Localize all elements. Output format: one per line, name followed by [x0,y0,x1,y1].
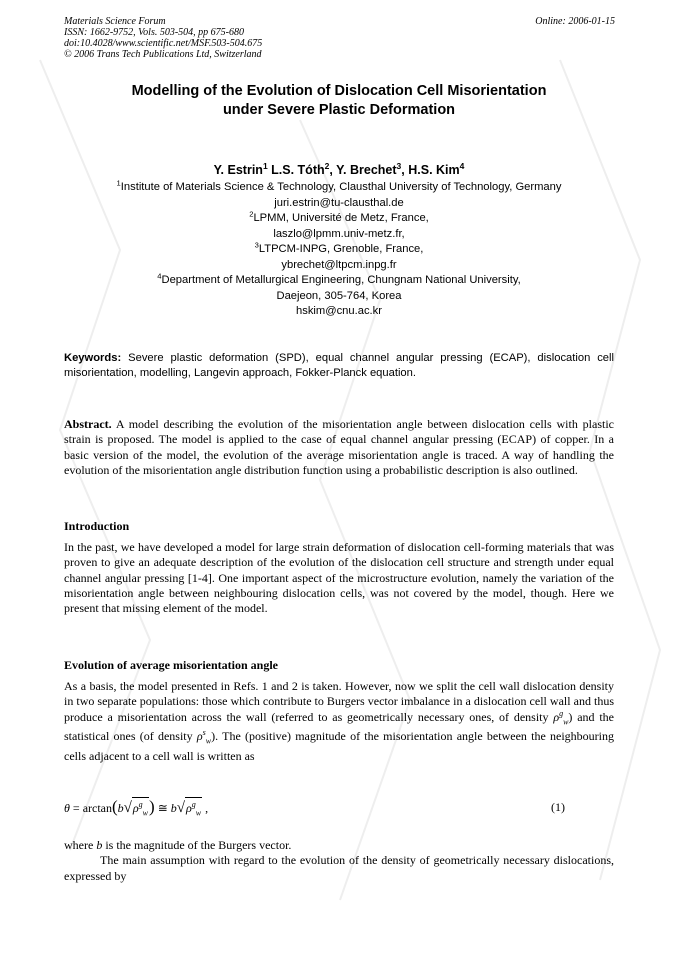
affiliation-line [40,196,638,212]
introduction-paragraph [64,540,614,616]
issn-line: ISSN: 1662-9752, Vols. 503-504, pp 675-680 [64,27,244,38]
journal-header [64,16,262,60]
affiliation-sup: 2 [249,209,254,219]
abstract-text: A model describing the evolution of the misorientation angle between dislocation cells with plastic strain is proposed. The model is applied to the case of equal channel angular pressing (ECAP) of copper. In a basic version of the model, the evolution of the average misorientation angle is traced. A way of handling the evolution of the misorientation angle distribution function using a probabilistic description is also outlined. [64,417,614,477]
affiliation-line [40,289,638,305]
after-equation-paragraph: where b is the magnitude of the Burgers vector. The main assumption with regard to the evolution of the density of geometrically necessary dislocations, expressed by [64,838,614,883]
affiliation-line [40,180,638,196]
affiliation-email: laszlo@lpmm.univ-metz.fr, [273,227,405,240]
author-name: L.S. Tóth [271,163,325,177]
equation-1: $\theta = \arctan(b√\rho^g_w)$ ≅ $b√\rho^g_w$ , [64,797,208,823]
affiliation-sup: 4 [157,271,162,281]
doi-line: doi:10.4028/www.scientific.net/MSF.503-504.675 [64,38,263,49]
author-name: Y. Estrin [213,163,263,177]
evolution-text: As a basis, the model presented in Refs. 1 and 2 is taken. However, now we split the cell wall dislocation density in two separate populations: those which contribute to Burgers vector imbalance in a dislocation cell wall and thus produce a misorientation across the wall (referred to as geometrically necessary ones, of density [64,679,614,724]
affiliation-text: Institute of Materials Science & Technology, Clausthal University of Technology, Germany [120,181,562,193]
affiliation-email: hskim@cnu.ac.kr [296,305,382,317]
section-heading-introduction: Introduction [64,519,130,533]
copyright-line: © 2006 Trans Tech Publications Ltd, Switzerland [64,49,262,60]
assumption-text: The main assumption with regard to the evolution of the density of geometrically necessary dislocations, expressed by [64,853,614,883]
title-line-2: under Severe Plastic Deformation [222,102,456,118]
keywords-text: Severe plastic deformation (SPD), equal channel angular pressing (ECAP), dislocation cell misorientation, modelling, Langevin approach, Fokker-Planck equation. [64,352,615,379]
affiliation-line [40,211,638,227]
author-name: H.S. Kim [408,163,460,177]
author-sup: 3 [396,160,402,171]
affiliation-sup: 3 [254,240,259,250]
rho-g-w-symbol: $\rho^g_w$ [553,708,569,726]
keywords [64,351,614,381]
affiliation-text: Daejeon, 305-764, Korea [276,289,402,302]
affiliation-line [40,227,638,243]
abstract [64,417,614,478]
affiliation-sup: 1 [116,178,121,188]
affiliation-line [40,273,638,289]
affiliation-text: LPMM, Université de Metz, France, [253,212,429,224]
affiliation-line [40,304,638,320]
keywords-label: Keywords: [64,352,122,364]
author-name: Y. Brechet [336,163,397,177]
affiliation-block [40,180,638,320]
introduction-text: In the past, we have developed a model for large strain deformation of dislocation cell-forming materials that was proven to give an adequate description of the evolution of the dislocation cell structure and strength under equal channel angular pressing [1-4]. One important aspect of the microstructure evolution, namely the variation of the misorientation angle between neighbouring dislocation cells, was not covered by the model, though. Here we present that missing element of the model. [64,540,614,616]
evolution-text: ). The (positive) magnitude of the misorientation angle between the neighbouring cells adjacent to a cell wall is written as [64,729,614,763]
affiliation-line [40,258,638,274]
abstract-label: Abstract. [64,417,112,431]
evolution-paragraph [64,679,614,764]
section-heading-evolution: Evolution of average misorientation angle [64,658,278,672]
author-sup: 1 [262,160,268,171]
journal-name: Materials Science Forum [64,16,166,27]
paper-title [40,82,638,120]
author-sup: 2 [324,160,330,171]
affiliation-email: juri.estrin@tu-clausthal.de [274,196,404,209]
author-sup: 4 [459,160,465,171]
equation-number: (1) [551,800,565,814]
online-date: Online: 2006-01-15 [535,16,615,27]
affiliation-email: ybrechet@ltpcm.inpg.fr [281,258,397,271]
title-line-1: Modelling of the Evolution of Dislocation Cell Misorientation [131,83,547,99]
author-list: Y. Estrin$^1$ L.S. Tóth$^2$, Y. Brechet$^3$, H.S. Kim$^4$ [213,160,465,177]
affiliation-text: LTPCM-INPG, Grenoble, France, [258,243,424,255]
evolution-text: ) and the statistical ones (of density [64,709,614,744]
rho-s-w-symbol: $\rho^s_w$ [196,728,212,746]
affiliation-text: Department of Metallurgical Engineering, Chungnam National University, [161,274,521,286]
affiliation-line [40,242,638,258]
